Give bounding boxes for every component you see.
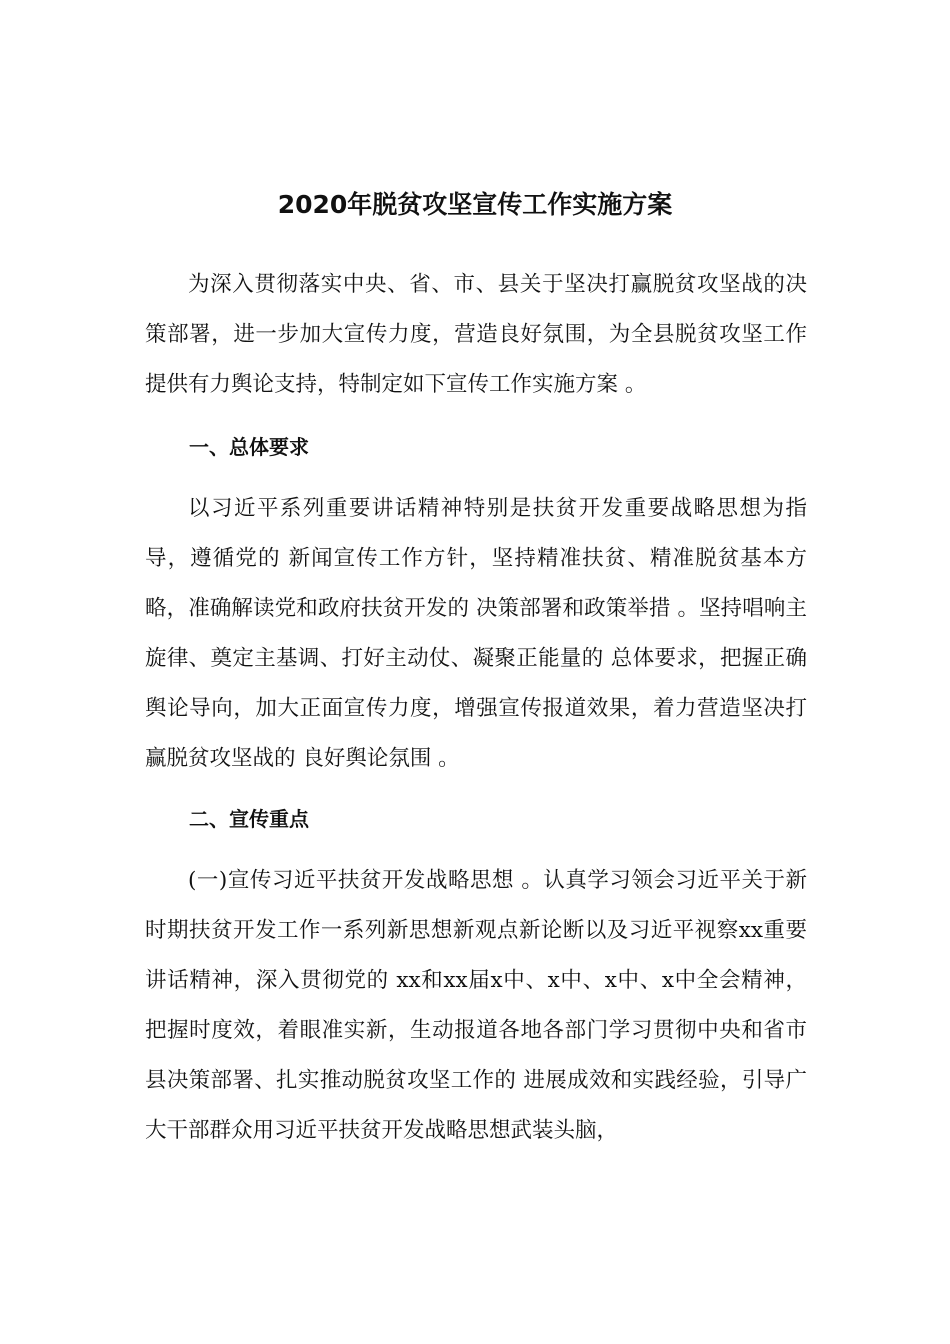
section-body-publicity-focus: (一)宣传习近平扶贫开发战略思想 。认真学习领会习近平关于新时期扶贫开发工作一系列新思想新观点新论断以及习近平视察xx重要讲话精神，深入贯彻党的 xx和xx届x中、x中、x中、x中全会精神，把握时度效，着眼准实新，生动报道各地各部门学习贯彻中央和省市县决策部署、扎实推动脱贫攻坚工作的 进展成效和实践经验，引导广大干部群众用习近平扶贫开发战略思想武装头脑， [145, 868, 807, 1143]
section-body-overall-requirements: 以习近平系列重要讲话精神特别是扶贫开发重要战略思想为指导，遵循党的 新闻宣传工作方针，坚持精准扶贫、精准脱贫基本方略，准确解读党和政府扶贫开发的 决策部署和政策举措 。坚持唱响主旋律、奠定主基调、打好主动仗、凝聚正能量的 总体要求，把握正确舆论导向，加大正面宣传力度，增强宣传报道效果，着力营造坚决打赢脱贫攻坚战的 良好舆论氛围 。 [145, 496, 807, 771]
document-title: 2020年脱贫攻坚宣传工作实施方案 [277, 189, 673, 219]
section-heading-publicity-focus: 二、宣传重点 [189, 807, 309, 831]
intro-paragraph: 为深入贯彻落实中央、省、市、县关于坚决打赢脱贫攻坚战的决策部署，进一步加大宣传力度，营造良好氛围，为全县脱贫攻坚工作提供有力舆论支持，特制定如下宣传工作实施方案 。 [145, 272, 807, 397]
section-heading-overall-requirements: 一、总体要求 [189, 435, 309, 459]
